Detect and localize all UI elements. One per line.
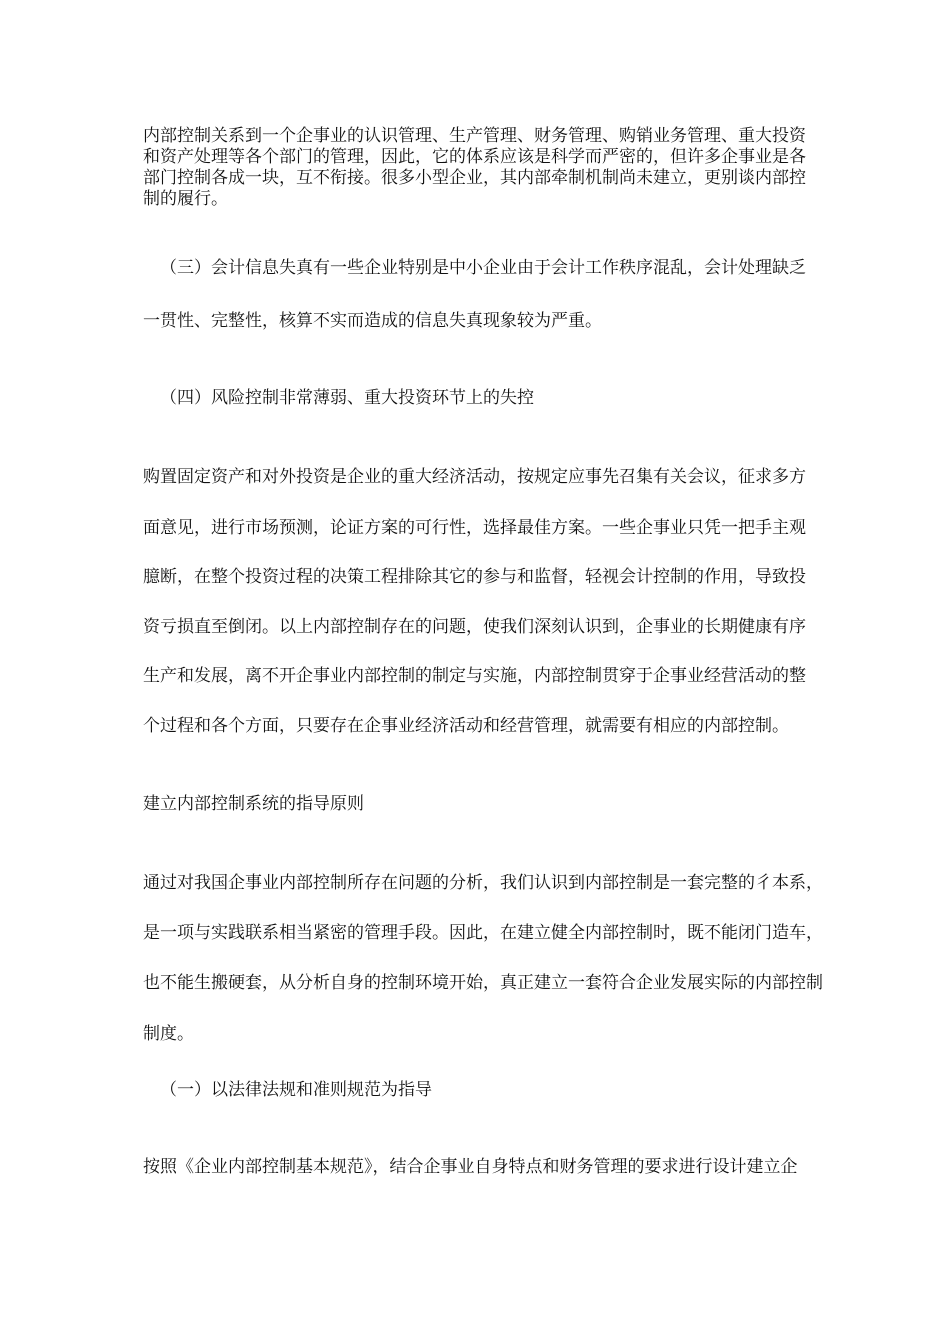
text-line: 也不能生搬硬套，从分析自身的控制环境开始，真正建立一套符合企业发展实际的内部控制 <box>143 973 823 993</box>
section-heading-3: （三）会计信息失真有一些企业特别是中小企业由于会计工作秩序混乱，会计处理缺乏 <box>160 258 806 278</box>
section-heading-1: （一）以法律法规和准则规范为指导 <box>160 1080 432 1100</box>
section-heading: 建立内部控制系统的指导原则 <box>143 794 364 814</box>
text-line: 部门控制各成一块，互不衔接。很多小型企业，其内部牵制机制尚未建立，更别谈内部控 <box>143 168 806 188</box>
text-line: 生产和发展，离不开企事业内部控制的制定与实施，内部控制贯穿于企事业经营活动的整 <box>143 666 806 686</box>
text-line: 通过对我国企事业内部控制所存在问题的分析，我们认识到内部控制是一套完整的彳本系， <box>143 873 823 893</box>
text-line: 个过程和各个方面，只要存在企事业经济活动和经营管理，就需要有相应的内部控制。 <box>143 716 789 736</box>
text-line: 制度。 <box>143 1024 194 1044</box>
text-line: 资亏损直至倒闭。以上内部控制存在的问题，使我们深刻认识到，企事业的长期健康有序 <box>143 617 806 637</box>
text-line: 面意见，进行市场预测，论证方案的可行性，选择最佳方案。一些企事业只凭一把手主观 <box>143 518 806 538</box>
text-line: 臆断，在整个投资过程的决策工程排除其它的参与和监督，轻视会计控制的作用，导致投 <box>143 567 806 587</box>
text-line: 制的履行。 <box>143 189 228 209</box>
text-line: 和资产处理等各个部门的管理，因此，它的体系应该是科学而严密的，但许多企事业是各 <box>143 147 806 167</box>
text-line: 一贯性、完整性，核算不实而造成的信息失真现象较为严重。 <box>143 311 602 331</box>
text-line: 是一项与实践联系相当紧密的管理手段。因此，在建立健全内部控制时，既不能闭门造车， <box>143 923 823 943</box>
text-line: 按照《企业内部控制基本规范》，结合企事业自身特点和财务管理的要求进行设计建立企 <box>143 1157 798 1177</box>
text-line: 内部控制关系到一个企事业的认识管理、生产管理、财务管理、购销业务管理、重大投资 <box>143 126 806 146</box>
section-heading-4: （四）风险控制非常薄弱、重大投资环节上的失控 <box>160 388 534 408</box>
text-line: 购置固定资产和对外投资是企业的重大经济活动，按规定应事先召集有关会议，征求多方 <box>143 467 806 487</box>
